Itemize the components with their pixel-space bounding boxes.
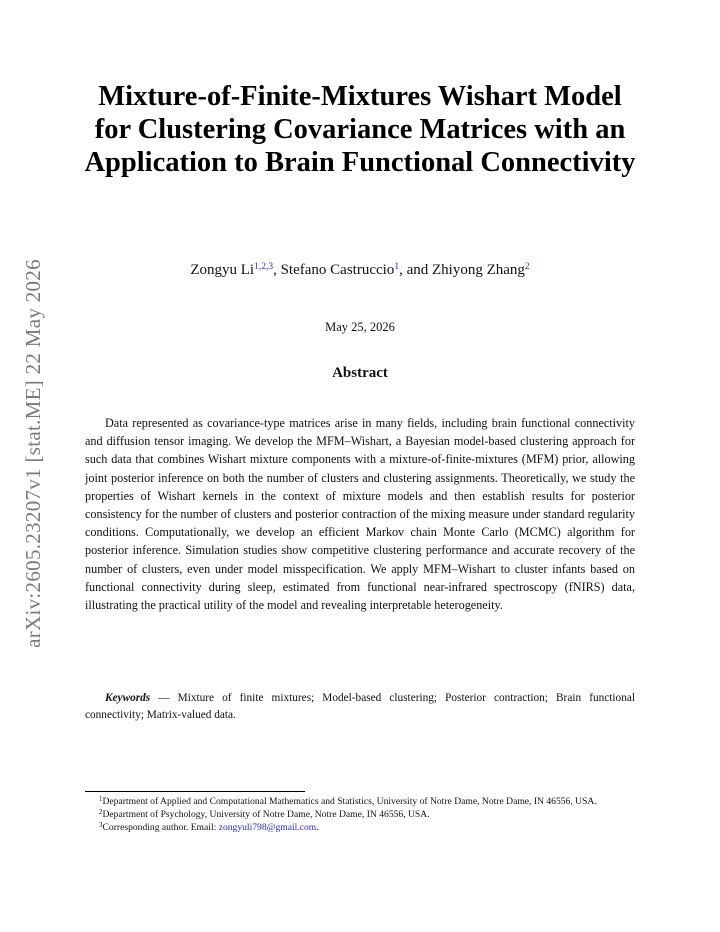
footnote-end: . (316, 821, 319, 833)
arxiv-sidebar (18, 248, 48, 658)
abstract-heading: Abstract (332, 365, 388, 381)
abstract-body: Data represented as covariance-type matrices arise in many fields, including brain functional connectivity and diffusion tensor imaging. We develop the MFM–Wishart, a Bayesian model-based clustering approach for such data that combines Wishart mixture components with a mixture-of-finite-mixtures (MFM) prior, allowing joint posterior inference on both the number of clusters and clustering assignments. Theoretically, we study the properties of Wishart kernels in the context of mixture models and then establish results for posterior consistency for the number of clusters and posterior contraction of the mixing measure under standard regularity conditions. Computationally, we develop an efficient Markov chain Monte Carlo (MCMC) algorithm for posterior inference. Simulation studies show competitive clustering performance and accurate recovery of the number of clusters, even under model misspecification. We apply MFM–Wishart to cluster infants based on functional connectivity during sleep, estimated from functional near-infrared spectroscopy (fNIRS) data, illustrating the practical utility of the model and revealing interpretable heterogeneity. (85, 416, 635, 613)
arxiv-identifier: arXiv:2605.23207v1 [stat.ME] 22 May 2026 (20, 258, 45, 648)
author-separator: , and (399, 262, 432, 278)
author-list (80, 262, 640, 279)
keywords-list: Mixture of finite mixtures; Model-based clustering; Posterior contraction; Brain functional connectivity; Matrix-valued data. (85, 692, 636, 721)
footnote-mark: 2 (99, 807, 103, 816)
author-affiliation-marks[interactable]: 2 (524, 262, 530, 272)
footnote-mark: 1 (99, 795, 103, 803)
author-name: Zongyu Li (190, 262, 255, 278)
footnote-text: Corresponding author. Email: (102, 821, 219, 833)
author-affiliation-marks[interactable]: 1 (394, 262, 400, 272)
author-name: Zhiyong Zhang (431, 262, 525, 278)
footnote (85, 809, 635, 822)
footnote-text: Department of Psychology, University of Notre Dame, Notre Dame, IN 46556, USA. (102, 808, 430, 820)
keywords-label: Keywords (105, 692, 151, 704)
footnote-rule (85, 791, 305, 792)
footnote-text: Department of Applied and Computational Mathematics and Statistics, University of Notre Dame, Notre Dame, IN 46556, USA. (102, 796, 597, 807)
paper-title: Mixture-of-Finite-Mixtures Wishart Model for Clustering Covariance Matrices with an Application to Brain Functional Connectivity (84, 81, 636, 178)
author-name: Stefano Castruccio (280, 262, 395, 278)
author-affiliation-marks[interactable]: 1,2,3 (254, 262, 274, 272)
email-link[interactable]: zongyuli798@gmail.com (218, 821, 317, 833)
footnote (85, 796, 635, 809)
author-separator: , (273, 262, 281, 278)
paper-date: May 25, 2026 (325, 320, 395, 334)
keywords-dash: — (150, 692, 178, 704)
keywords-paragraph (85, 690, 635, 724)
footnote (85, 822, 635, 835)
footnotes (85, 796, 635, 834)
footnote-mark: 3 (99, 820, 103, 829)
